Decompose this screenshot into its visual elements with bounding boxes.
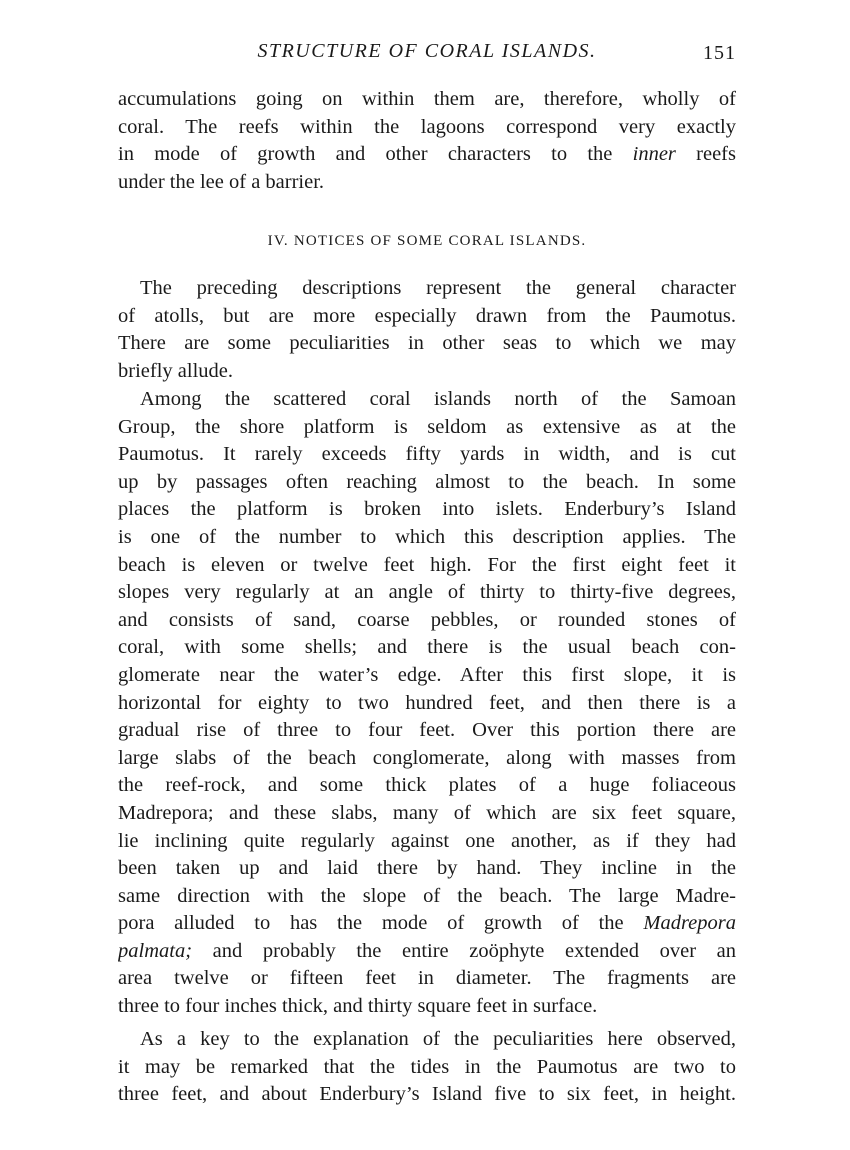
text-line: under the lee of a barrier.	[118, 170, 325, 193]
text-line: area twelve or fifteen feet in diameter. The fragments are	[118, 967, 736, 990]
text-line: places the platform is broken into islets. Enderbury’s Island	[118, 498, 736, 521]
text-line: accumulations going on within them are, therefore, wholly of	[118, 88, 736, 110]
text-line: As a key to the explanation of the peculiarities here observed,	[140, 1028, 736, 1050]
text-line: coral. The reefs within the lagoons correspond very exactly	[118, 115, 736, 138]
text-line: beach is eleven or twelve feet high. For the first eight feet it	[118, 553, 736, 576]
paragraph-3	[118, 1026, 736, 1109]
text-line: of atolls, but are more especially drawn from the Paumotus.	[118, 304, 736, 327]
text-line: Madrepora; and these slabs, many of which are six feet square,	[118, 801, 736, 824]
running-title: STRUCTURE OF CORAL ISLANDS.	[257, 40, 597, 62]
text-line: Among the scattered coral islands north of the Samoan	[140, 388, 736, 410]
text-line: lie inclining quite regularly against one another, as if they had	[118, 829, 736, 852]
text-line: glomerate near the water’s edge. After this first slope, it is	[118, 663, 736, 686]
running-head	[118, 40, 736, 70]
section-heading: IV. NOTICES OF SOME CORAL ISLANDS.	[267, 233, 587, 249]
paragraph-1	[118, 275, 736, 385]
text-line: Group, the shore platform is seldom as extensive as at the	[118, 415, 736, 438]
text-line: it may be remarked that the tides in the Paumotus are two to	[118, 1055, 736, 1078]
text-line: large slabs of the beach conglomerate, along with masses from	[118, 746, 736, 769]
text-line: three feet, and about Enderbury’s Island five to six feet, in height.	[118, 1083, 736, 1106]
intro-paragraph	[118, 86, 736, 196]
paragraph-2	[118, 386, 736, 1021]
text-line: the reef-rock, and some thick plates of a huge foliaceous	[118, 774, 736, 797]
text-line: slopes very regularly at an angle of thirty to thirty-five degrees,	[118, 581, 736, 604]
text-line: briefly allude.	[118, 359, 233, 382]
text-line: is one of the number to which this description applies. The	[118, 525, 736, 548]
text-line: palmata; and probably the entire zoöphyte extended over an	[118, 939, 736, 962]
text-line: and consists of sand, coarse pebbles, or rounded stones of	[118, 608, 736, 631]
text-line: three to four inches thick, and thirty square feet in surface.	[118, 995, 598, 1018]
text-line: Paumotus. It rarely exceeds fifty yards in width, and is cut	[118, 443, 736, 466]
text-line: coral, with some shells; and there is the usual beach con-	[118, 636, 736, 659]
text-line: in mode of growth and other characters to the inner reefs	[118, 143, 736, 166]
text-line: been taken up and laid there by hand. They incline in the	[118, 857, 736, 880]
text-line: gradual rise of three to four feet. Over this portion there are	[118, 719, 736, 742]
page-number: 151	[703, 42, 736, 64]
text-line: horizontal for eighty to two hundred feet, and then there is a	[118, 691, 736, 714]
text-line: same direction with the slope of the beach. The large Madre-	[118, 884, 736, 907]
text-line: The preceding descriptions represent the general character	[140, 277, 736, 299]
text-line: up by passages often reaching almost to the beach. In some	[118, 470, 736, 493]
text-line: There are some peculiarities in other seas to which we may	[118, 332, 736, 355]
text-line: pora alluded to has the mode of growth of the Madrepora	[118, 912, 736, 935]
